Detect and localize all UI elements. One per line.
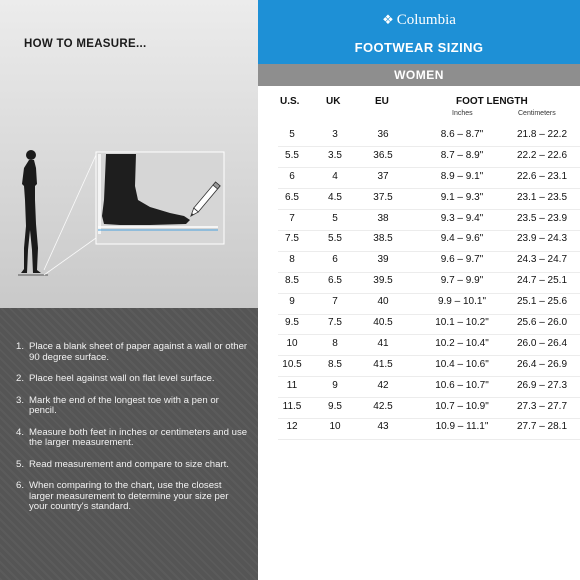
header-us: U.S. <box>280 96 300 107</box>
instruction-step-text: Place a blank sheet of paper against a wall or other 90 degree surface. <box>29 341 248 363</box>
cell-centimeters: 21.8 – 22.2 <box>516 129 568 140</box>
cell-inches: 9.6 – 9.7" <box>440 254 484 266</box>
cell-us: 7.5 <box>285 233 299 245</box>
cell-us: 8.5 <box>285 275 299 287</box>
cell-centimeters: 26.0 – 26.4 <box>516 337 568 349</box>
cell-inches: 8.6 – 8.7" <box>440 129 484 140</box>
header-centimeters: Centimeters <box>518 110 556 117</box>
instruction-step <box>16 481 248 513</box>
header-inches: Inches <box>452 110 473 117</box>
table-row <box>258 377 580 398</box>
header-foot-length: FOOT LENGTH <box>456 96 528 107</box>
cell-eu: 38 <box>377 212 389 224</box>
header-uk: UK <box>326 96 341 107</box>
cell-us: 11.5 <box>282 400 302 412</box>
cell-eu: 37 <box>377 170 389 182</box>
sizing-chart-panel <box>258 0 580 580</box>
cell-eu: 36 <box>377 129 389 140</box>
table-row <box>258 398 580 419</box>
cell-uk: 10 <box>329 421 341 433</box>
instruction-step <box>16 374 248 385</box>
table-row <box>258 272 580 293</box>
cell-inches: 9.9 – 10.1" <box>437 296 487 308</box>
cell-uk: 7 <box>332 296 338 308</box>
cell-us: 5 <box>289 129 295 140</box>
how-to-measure-title: HOW TO MEASURE... <box>24 38 147 50</box>
cell-us: 9.5 <box>285 317 299 329</box>
table-row <box>258 314 580 335</box>
table-row <box>258 147 580 168</box>
cell-centimeters: 23.1 – 23.5 <box>516 191 568 203</box>
cell-inches: 8.7 – 8.9" <box>440 149 484 161</box>
cell-inches: 9.1 – 9.3" <box>440 191 484 203</box>
cell-inches: 9.4 – 9.6" <box>440 233 484 245</box>
gender-label: WOMEN <box>258 64 580 86</box>
cell-centimeters: 23.9 – 24.3 <box>516 233 568 245</box>
cell-eu: 42.5 <box>373 400 393 412</box>
cell-inches: 10.7 – 10.9" <box>435 400 489 412</box>
brand-header <box>258 0 580 64</box>
cell-uk: 9 <box>332 379 338 391</box>
cell-us: 6.5 <box>285 191 299 203</box>
instruction-step-number: 4. <box>16 426 25 438</box>
row-divider <box>278 439 580 440</box>
cell-us: 5.5 <box>285 149 299 161</box>
instruction-step-number: 6. <box>16 480 25 491</box>
cell-centimeters: 24.7 – 25.1 <box>516 275 568 287</box>
cell-centimeters: 25.1 – 25.6 <box>516 296 568 308</box>
cell-centimeters: 22.2 – 22.6 <box>516 149 568 161</box>
cell-inches: 8.9 – 9.1" <box>440 170 484 182</box>
cell-us: 11 <box>286 379 298 391</box>
table-row <box>258 126 580 147</box>
cell-uk: 7.5 <box>328 317 342 329</box>
cell-eu: 39.5 <box>373 275 393 287</box>
cell-inches: 10.4 – 10.6" <box>435 358 489 370</box>
brand-logo <box>258 12 580 29</box>
cell-us: 9 <box>289 296 295 308</box>
cell-us: 10 <box>286 337 298 349</box>
cell-centimeters: 24.3 – 24.7 <box>516 254 568 266</box>
cell-inches: 10.6 – 10.7" <box>435 379 489 391</box>
table-row <box>258 418 580 439</box>
cell-inches: 9.3 – 9.4" <box>440 212 484 224</box>
measurement-illustration <box>0 130 258 290</box>
cell-eu: 40.5 <box>373 317 393 329</box>
cell-inches: 10.1 – 10.2" <box>435 317 489 329</box>
cell-uk: 9.5 <box>328 400 342 412</box>
cell-centimeters: 23.5 – 23.9 <box>516 212 568 224</box>
instructions-list <box>16 342 248 524</box>
instructions-panel <box>0 0 258 580</box>
cell-eu: 39 <box>377 254 389 266</box>
instruction-step <box>16 460 248 471</box>
instruction-step <box>16 428 248 449</box>
cell-uk: 4.5 <box>328 191 342 203</box>
cell-eu: 41 <box>377 337 389 349</box>
table-row <box>258 335 580 356</box>
table-row <box>258 210 580 231</box>
cell-uk: 3 <box>332 129 338 140</box>
cell-uk: 6.5 <box>328 275 342 287</box>
cell-inches: 10.2 – 10.4" <box>435 337 489 349</box>
instruction-step-number: 3. <box>16 394 25 406</box>
chart-title: FOOTWEAR SIZING <box>354 40 484 55</box>
cell-uk: 4 <box>332 170 338 182</box>
instruction-step-text: Measure both feet in inches or centimeters and use the larger measurement. <box>29 426 248 448</box>
table-row <box>258 293 580 314</box>
table-row <box>258 189 580 210</box>
cell-eu: 41.5 <box>373 358 393 370</box>
cell-centimeters: 26.4 – 26.9 <box>516 358 568 370</box>
cell-us: 10.5 <box>282 358 302 370</box>
cell-centimeters: 26.9 – 27.3 <box>516 379 568 391</box>
cell-centimeters: 22.6 – 23.1 <box>516 170 568 182</box>
cell-eu: 43 <box>377 421 389 433</box>
cell-uk: 8.5 <box>328 358 342 370</box>
cell-uk: 3.5 <box>328 149 342 161</box>
cell-us: 6 <box>289 170 295 182</box>
brand-name: Columbia <box>396 12 456 28</box>
cell-eu: 42 <box>377 379 389 391</box>
cell-us: 8 <box>289 254 295 266</box>
cell-centimeters: 27.7 – 28.1 <box>516 421 568 433</box>
table-row <box>258 168 580 189</box>
instruction-step-text: When comparing to the chart, use the closest larger measurement to determine your size per your country's standard. <box>29 480 229 512</box>
cell-us: 7 <box>289 212 295 224</box>
cell-inches: 9.7 – 9.9" <box>440 275 484 287</box>
instructions-list-area <box>0 308 258 580</box>
cell-us: 12 <box>286 421 298 433</box>
cell-uk: 6 <box>332 254 338 266</box>
cell-eu: 36.5 <box>373 149 393 161</box>
instruction-step-text: Mark the end of the longest toe with a pen or pencil. <box>29 394 219 416</box>
cell-uk: 8 <box>332 337 338 349</box>
instruction-step-text: Place heel against wall on flat level surface. <box>29 373 215 384</box>
table-row <box>258 230 580 251</box>
instruction-step-number: 5. <box>16 458 25 470</box>
cell-inches: 10.9 – 11.1" <box>435 421 489 433</box>
cell-centimeters: 27.3 – 27.7 <box>516 400 568 412</box>
table-row <box>258 356 580 377</box>
columbia-logo-icon: ❖ <box>382 12 394 27</box>
header-eu: EU <box>375 96 389 107</box>
instruction-step <box>16 396 248 417</box>
measure-illustration-area <box>0 0 258 308</box>
table-header <box>258 96 580 120</box>
table-row <box>258 251 580 272</box>
instruction-step <box>16 342 248 363</box>
instruction-step-number: 1. <box>16 341 25 352</box>
cell-uk: 5.5 <box>328 233 342 245</box>
cell-uk: 5 <box>332 212 338 224</box>
cell-eu: 37.5 <box>373 191 393 203</box>
size-table-body <box>258 126 580 439</box>
instruction-step-number: 2. <box>16 373 25 384</box>
instruction-step-text: Read measurement and compare to size chart. <box>29 458 229 470</box>
cell-eu: 40 <box>377 296 389 308</box>
cell-centimeters: 25.6 – 26.0 <box>516 317 568 329</box>
person-silhouette-icon <box>21 150 41 273</box>
cell-eu: 38.5 <box>373 233 393 245</box>
